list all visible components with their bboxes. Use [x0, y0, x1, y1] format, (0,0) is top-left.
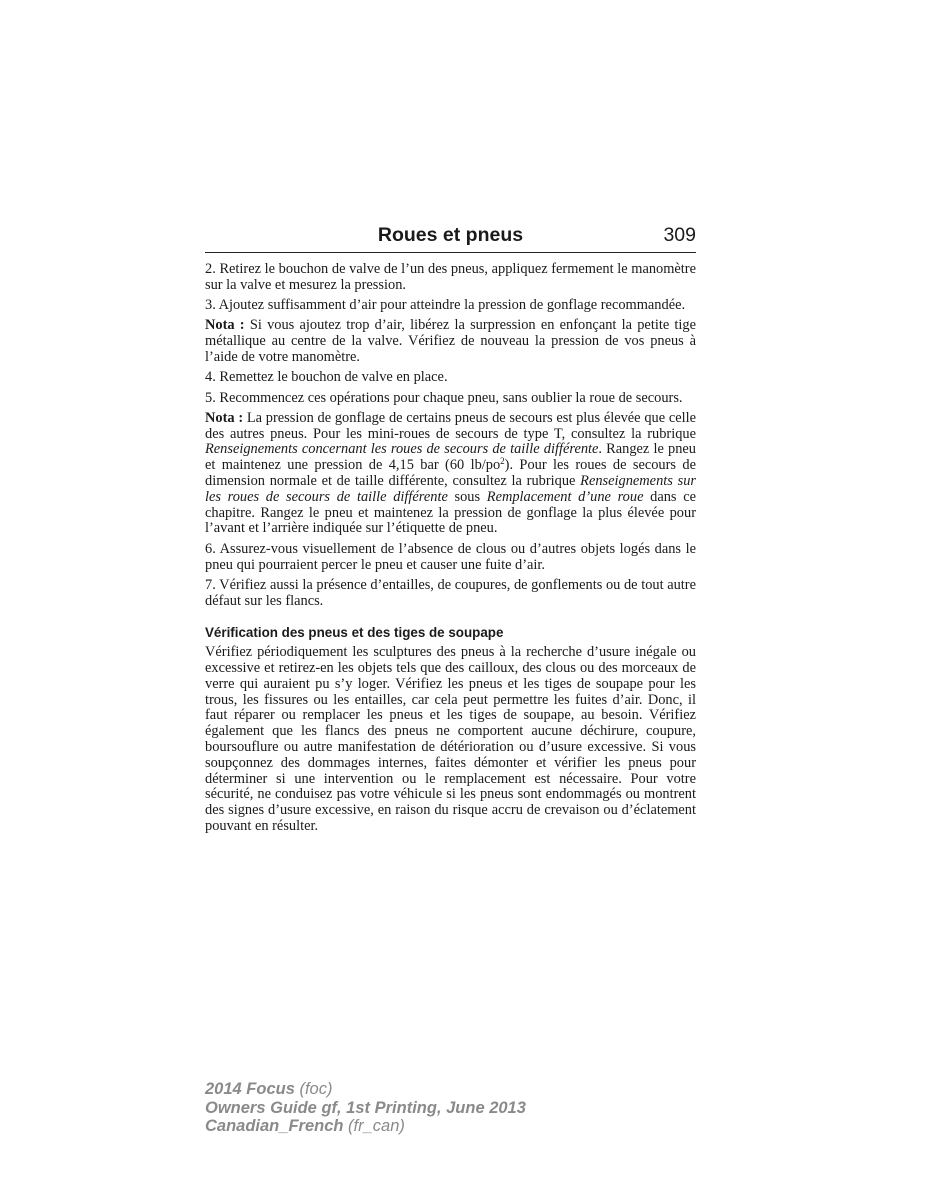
page-header	[205, 222, 696, 253]
note-text: Si vous ajoutez trop d’air, libérez la surpression en enfonçant la petite tige métallique au centre de la valve. Vérifiez de nouveau la pression de vos pneus à l’aide de votre manomètre.	[205, 317, 697, 365]
footer-model-code: (foc)	[294, 1080, 333, 1098]
page-number: 309	[663, 224, 696, 246]
cross-reference: Remplacement d’une roue	[486, 488, 644, 505]
step-4: 4. Remettez le bouchon de valve en place.	[205, 369, 448, 386]
section-heading: Vérification des pneus et des tiges de soupape	[205, 625, 504, 641]
page-content	[205, 262, 696, 839]
note-text: La pression de gonflage de certains pneus de secours est plus élevée que celle des autres pneus. Pour les mini-roues de secours de type T, consultez la rubrique	[205, 409, 697, 442]
note-1	[205, 318, 696, 365]
note-text: dans ce chapitre. Rangez le pneu et maintenez la pression de gonflage la plus élevée pour l’avant et l’arrière indiquée sur l’étiquette de pneu.	[205, 488, 696, 537]
note-text: ). Pour les roues de secours de dimension normale et de taille différente, consultez la rubrique	[205, 457, 696, 490]
note-text: . Rangez le pneu et maintenez une pression de 4,15 bar (60 lb/po	[205, 441, 696, 474]
footer-line-3	[205, 1117, 526, 1136]
note-text: sous	[447, 488, 487, 505]
chapter-title: Roues et pneus	[377, 224, 524, 246]
footer-line-2	[205, 1099, 526, 1118]
footer-language-code: (fr_can)	[343, 1117, 405, 1135]
step-3: 3. Ajoutez suffisamment d’air pour atteindre la pression de gonflage recommandée.	[205, 297, 686, 314]
page-footer	[205, 1080, 526, 1136]
footer-model: 2014 Focus	[205, 1080, 295, 1098]
note-label: Nota :	[205, 317, 245, 334]
note-label: Nota :	[205, 409, 244, 426]
cross-reference: Renseignements sur les roues de secours de taille différente	[205, 473, 696, 505]
step-5: 5. Recommencez ces opérations pour chaque pneu, sans oublier la roue de secours.	[205, 389, 683, 406]
section-body: Vérifiez périodiquement les sculptures des pneus à la recherche d’usure inégale ou excessive et retirez-en les objets tels que des cailloux, des clous ou des morceaux de verre qui auraient pu s’y loger. Vérifiez les pneus et les tiges de soupape pour les trous, les fissures ou les entailles, car cela peut permettre les fuites d’air. Donc, il faut réparer ou remplacer les pneus et les tiges de soupape, au besoin. Vérifiez également que les flancs des pneus ne comportent aucune déchirure, coupure, boursouflure ou autre manifestation de détérioration ou d’usure excessive. Si vous soupçonnez des dommages internes, faites démonter et vérifier les pneus pour déterminer si une intervention ou le remplacement est nécessaire. Pour votre sécurité, ne conduisez pas votre véhicule si les pneus sont endommagés ou montrent des signes d’usure excessive, en raison du risque accru de crevaison ou d’éclatement pouvant en résulter.	[205, 644, 696, 834]
superscript: 2	[500, 456, 505, 467]
footer-line-1	[205, 1080, 526, 1099]
cross-reference: Renseignements concernant les roues de secours de taille différente	[205, 441, 599, 458]
footer-language: Canadian_French	[205, 1117, 344, 1135]
step-6: 6. Assurez-vous visuellement de l’absence de clous ou d’autres objets logés dans le pneu qui pourraient percer le pneu et causer une fuite d’air.	[205, 540, 696, 573]
step-7: 7. Vérifiez aussi la présence d’entailles, de coupures, de gonflements ou de tout autre défaut sur les flancs.	[205, 576, 696, 609]
footer-edition: Owners Guide gf, 1st Printing, June 2013	[205, 1098, 526, 1117]
step-2: 2. Retirez le bouchon de valve de l’un des pneus, appliquez fermement le manomètre sur la valve et mesurez la pression.	[205, 261, 696, 293]
note-2	[205, 411, 696, 537]
